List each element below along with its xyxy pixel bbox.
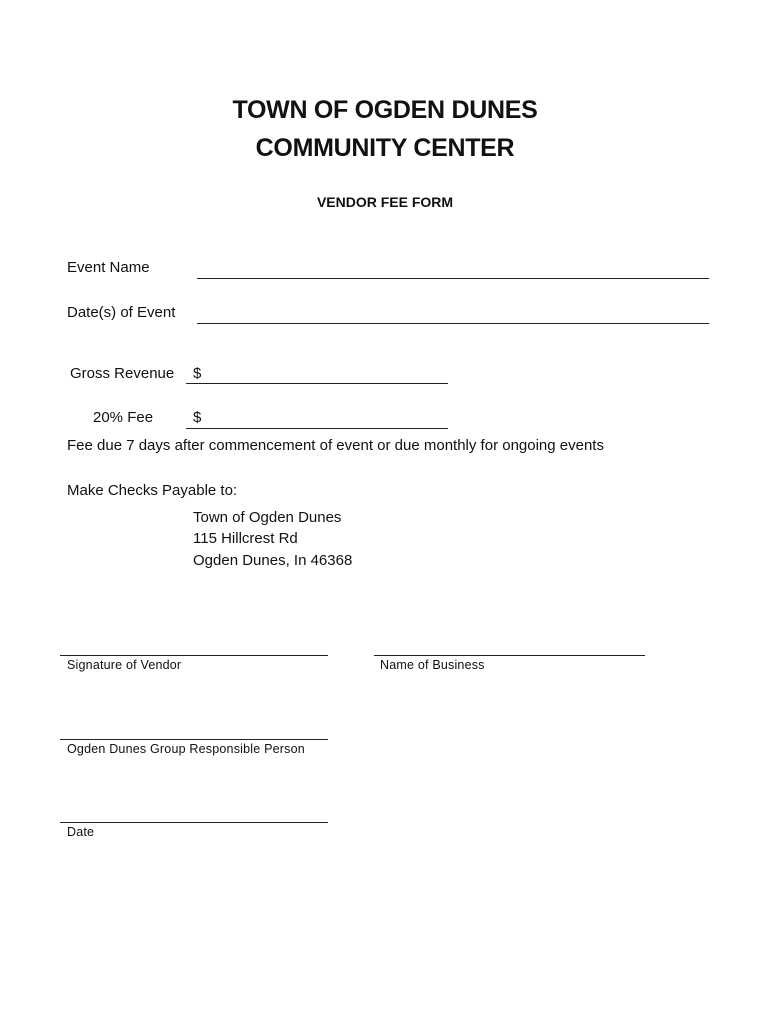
- payable-address-line2: 115 Hillcrest Rd: [193, 530, 298, 547]
- payable-address-line3: Ogden Dunes, In 46368: [193, 552, 353, 569]
- payable-address-line1: Town of Ogden Dunes: [193, 509, 342, 526]
- gross-revenue-label: Gross Revenue: [70, 365, 175, 382]
- date-label: Date: [67, 825, 95, 839]
- gross-revenue-currency: $: [193, 365, 202, 382]
- form-name: VENDOR FEE FORM: [316, 194, 454, 210]
- responsible-person-label: Ogden Dunes Group Responsible Person: [67, 742, 305, 756]
- fee-label: 20% Fee: [93, 409, 154, 426]
- document-title-line1: TOWN OF OGDEN DUNES: [232, 96, 538, 124]
- event-name-field[interactable]: [197, 278, 709, 279]
- business-name-field[interactable]: [374, 655, 645, 656]
- payable-label: Make Checks Payable to:: [67, 482, 238, 499]
- document-title-line2: COMMUNITY CENTER: [255, 134, 515, 162]
- event-name-label: Event Name: [67, 259, 150, 276]
- fee-due-note: Fee due 7 days after commencement of event or due monthly for ongoing events: [67, 437, 604, 454]
- fee-field[interactable]: [186, 428, 448, 429]
- vendor-signature-label: Signature of Vendor: [67, 658, 182, 672]
- fee-currency: $: [193, 409, 202, 426]
- gross-revenue-field[interactable]: [186, 383, 448, 384]
- responsible-person-field[interactable]: [60, 739, 328, 740]
- date-field[interactable]: [60, 822, 328, 823]
- business-name-label: Name of Business: [380, 658, 485, 672]
- event-dates-label: Date(s) of Event: [67, 304, 176, 321]
- event-dates-field[interactable]: [197, 323, 709, 324]
- vendor-signature-field[interactable]: [60, 655, 328, 656]
